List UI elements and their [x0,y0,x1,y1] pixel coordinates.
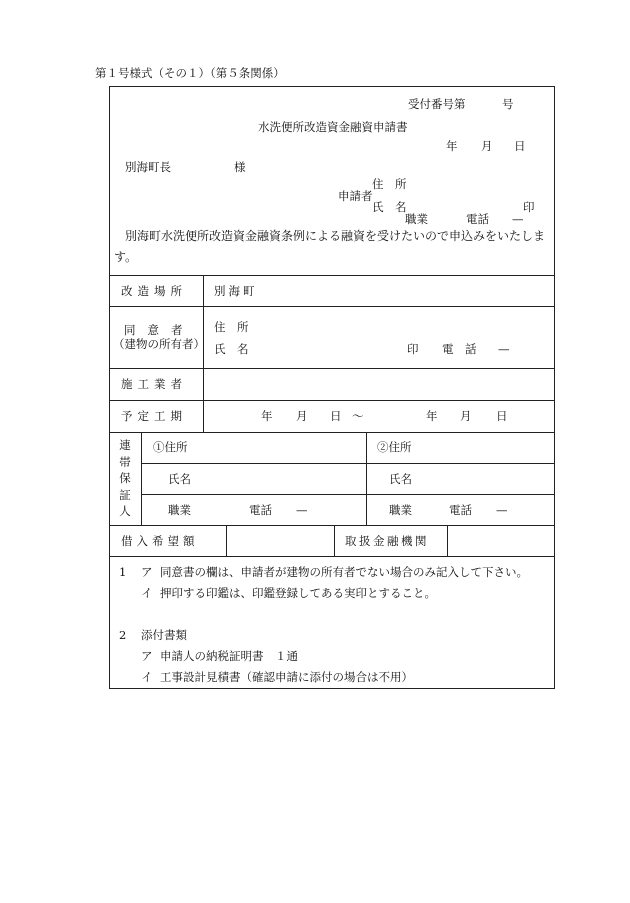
schedule-tilde: ～ [352,409,364,423]
body-text-line2: す。 [114,250,138,264]
guarantor2-phone-label: 電話 [449,503,472,517]
rule-contractor-bottom [109,400,555,401]
note2-number: 2 [119,628,127,642]
rule-loan-1 [226,525,227,556]
form-number: 第１号様式（その１）（第５条関係） [95,66,285,80]
rule-loan-2 [334,525,335,556]
location-label: 改造場所 [121,284,187,298]
consent-label: 同意者 [124,323,195,337]
note2b-marker: イ [141,670,153,684]
rule-loan-bottom [109,556,555,557]
schedule-start-year: 年 [261,409,273,423]
rule-consent-bottom [109,368,555,369]
note1b-marker: イ [141,586,153,600]
addressee-honorific: 様 [234,160,246,174]
note2a-text: 申請人の納税証明書 １通 [160,649,298,663]
guarantor1-occupation-label: 職業 [168,503,191,517]
rule-header-bottom [109,275,555,276]
schedule-end-month: 月 [460,409,472,423]
form-title: 水洗便所改造資金融資申請書 [258,120,408,134]
date-month: 月 [481,139,493,153]
note2-title: 添付書類 [141,628,187,642]
guarantor1-name-label: 氏名 [168,472,191,486]
applicant-phone-dash: — [512,212,524,226]
rule-label-column [203,275,204,432]
addressee-name: 別海町長 [125,160,171,174]
guarantor2-name-label: 氏名 [389,472,412,486]
guarantor2-phone-dash: — [496,503,508,517]
note2b-text: 工事設計見積書（確認申請に添付の場合は不用） [160,670,413,684]
consent-name-label: 氏 名 [214,342,249,356]
rule-guarantor-bottom [109,525,555,526]
date-day: 日 [514,139,526,153]
schedule-label: 予定工期 [121,409,187,423]
contractor-label: 施工業者 [121,377,187,391]
schedule-end-year: 年 [426,409,438,423]
consent-address-label: 住 所 [214,320,249,334]
guarantor1-phone-dash: — [296,503,308,517]
applicant-label: 申請者 [338,189,373,203]
guarantor2-occupation-label: 職業 [389,503,412,517]
rule-guarantor-1 [141,463,555,464]
rule-loan-3 [447,525,448,556]
location-value: 別海町 [214,284,258,298]
rule-guarantor-2 [141,494,555,495]
date-year: 年 [446,139,458,153]
applicant-name-label: 氏 名 [372,200,407,214]
loan-amount-label: 借入希望額 [121,534,199,548]
rule-guarantor-label-column [141,432,142,525]
applicant-phone-label: 電話 [466,212,489,226]
receipt-number-suffix: 号 [502,97,514,111]
applicant-seal: 印 [523,200,535,214]
schedule-end-day: 日 [496,409,508,423]
consent-phone-label: 電 話 [442,342,477,356]
schedule-start-month: 月 [296,409,308,423]
receipt-number-label: 受付番号第 [408,97,466,111]
schedule-start-day: 日 [330,409,342,423]
guarantor-label: 連帯保証人 [119,438,131,518]
applicant-occupation-label: 職業 [405,212,428,226]
note1-number: 1 [119,565,127,579]
applicant-address-label: 住 所 [372,177,407,191]
rule-location-bottom [109,306,555,307]
consent-phone-dash: — [498,342,510,356]
note1a-text: 同意書の欄は、申請者が建物の所有者でない場合のみ記入して下さい。 [160,565,528,579]
rule-guarantor-split [366,432,367,525]
bank-label: 取扱金融機関 [345,534,429,548]
body-text-line1: 別海町水洗便所改造資金融資条例による融資を受けたいので申込みをいたしま [125,229,546,243]
guarantor1-address-label: ①住所 [153,440,188,454]
note1a-marker: ア [141,565,153,579]
consent-seal: 印 [407,342,419,356]
note2a-marker: ア [141,649,153,663]
rule-schedule-bottom [109,432,555,433]
note1b-text: 押印する印鑑は、印鑑登録してある実印とすること。 [160,586,436,600]
guarantor1-phone-label: 電話 [249,503,272,517]
guarantor2-address-label: ②住所 [377,440,412,454]
consent-sublabel: （建物の所有者） [113,337,205,351]
